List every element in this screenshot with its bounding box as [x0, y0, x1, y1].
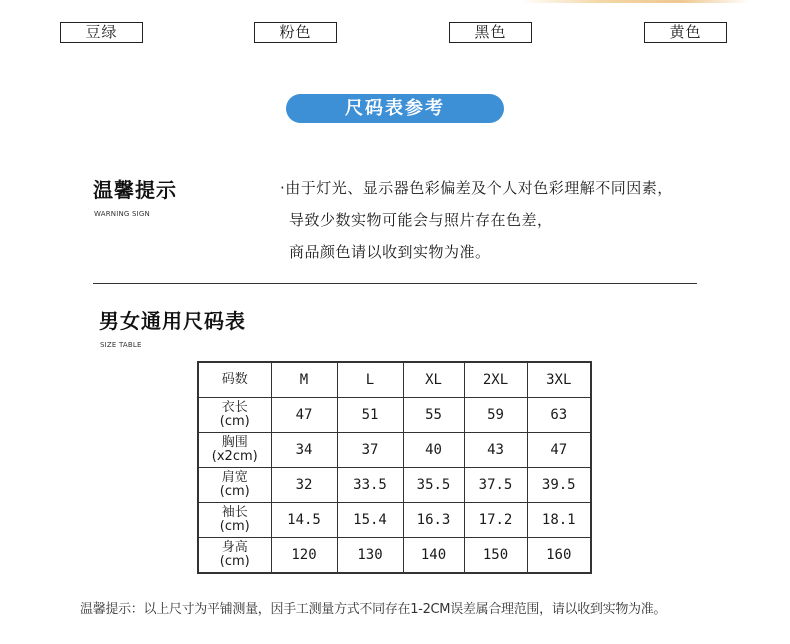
size-header: 3XL — [527, 362, 591, 398]
row-label — [198, 503, 271, 538]
size-header: L — [337, 362, 403, 398]
table-cell: 15.4 — [337, 503, 403, 538]
table-cell: 37 — [337, 433, 403, 468]
section-divider — [93, 283, 697, 284]
table-cell: 39.5 — [527, 468, 591, 503]
size-table-corner: 码数 — [198, 362, 271, 398]
top-decoration-strip — [520, 0, 750, 3]
row-label — [198, 433, 271, 468]
table-cell: 59 — [464, 398, 527, 433]
color-option-black: 黑色 — [449, 22, 532, 43]
color-option-pink: 粉色 — [254, 22, 337, 43]
notice-subtitle: WARNING SIGN — [94, 210, 150, 218]
table-cell: 17.2 — [464, 503, 527, 538]
row-label-name: 身高 — [221, 540, 248, 555]
table-row — [198, 433, 591, 468]
row-label-name: 胸围 — [221, 435, 248, 450]
table-cell: 140 — [403, 538, 464, 574]
size-table-header-row — [198, 362, 591, 398]
table-row — [198, 398, 591, 433]
table-cell: 120 — [271, 538, 337, 574]
notice-line-3: 商品颜色请以收到实物为准。 — [289, 243, 491, 261]
table-cell: 150 — [464, 538, 527, 574]
row-label — [198, 468, 271, 503]
size-table — [197, 361, 592, 574]
table-cell: 35.5 — [403, 468, 464, 503]
table-cell: 130 — [337, 538, 403, 574]
table-row — [198, 503, 591, 538]
table-cell: 32 — [271, 468, 337, 503]
size-chart-subtitle: SIZE TABLE — [100, 341, 142, 349]
table-cell: 47 — [271, 398, 337, 433]
row-label-name: 肩宽 — [221, 470, 248, 485]
measurement-footnote: 温馨提示：以上尺寸为平铺测量，因手工测量方式不同存在1-2CM误差属合理范围，请以收到实物为准。 — [80, 602, 667, 617]
table-cell: 40 — [403, 433, 464, 468]
color-option-dougreen: 豆绿 — [60, 22, 143, 43]
table-cell: 55 — [403, 398, 464, 433]
table-cell: 14.5 — [271, 503, 337, 538]
row-label-name: 袖长 — [221, 505, 248, 520]
size-chart-title: 男女通用尺码表 — [99, 309, 246, 333]
notice-title: 温馨提示 — [93, 178, 177, 202]
table-cell: 63 — [527, 398, 591, 433]
table-row — [198, 468, 591, 503]
table-row — [198, 538, 591, 574]
table-cell: 34 — [271, 433, 337, 468]
row-label-unit: (x2cm) — [211, 449, 258, 464]
notice-line-2: 导致少数实物可能会与照片存在色差， — [289, 211, 553, 229]
table-cell: 16.3 — [403, 503, 464, 538]
row-label — [198, 538, 271, 574]
row-label-unit: (cm) — [219, 519, 250, 534]
row-label-unit: (cm) — [219, 484, 250, 499]
size-header: 2XL — [464, 362, 527, 398]
notice-line-1: ·由于灯光、显示器色彩偏差及个人对色彩理解不同因素， — [280, 179, 673, 197]
table-cell: 43 — [464, 433, 527, 468]
color-option-yellow: 黄色 — [644, 22, 727, 43]
table-cell: 18.1 — [527, 503, 591, 538]
table-cell: 47 — [527, 433, 591, 468]
row-label-unit: (cm) — [219, 414, 250, 429]
table-cell: 37.5 — [464, 468, 527, 503]
table-cell: 51 — [337, 398, 403, 433]
row-label-name: 衣长 — [221, 400, 248, 415]
size-reference-banner: 尺码表参考 — [286, 94, 504, 123]
row-label — [198, 398, 271, 433]
row-label-unit: (cm) — [219, 554, 250, 569]
size-header: XL — [403, 362, 464, 398]
table-cell: 160 — [527, 538, 591, 574]
size-header: M — [271, 362, 337, 398]
table-cell: 33.5 — [337, 468, 403, 503]
